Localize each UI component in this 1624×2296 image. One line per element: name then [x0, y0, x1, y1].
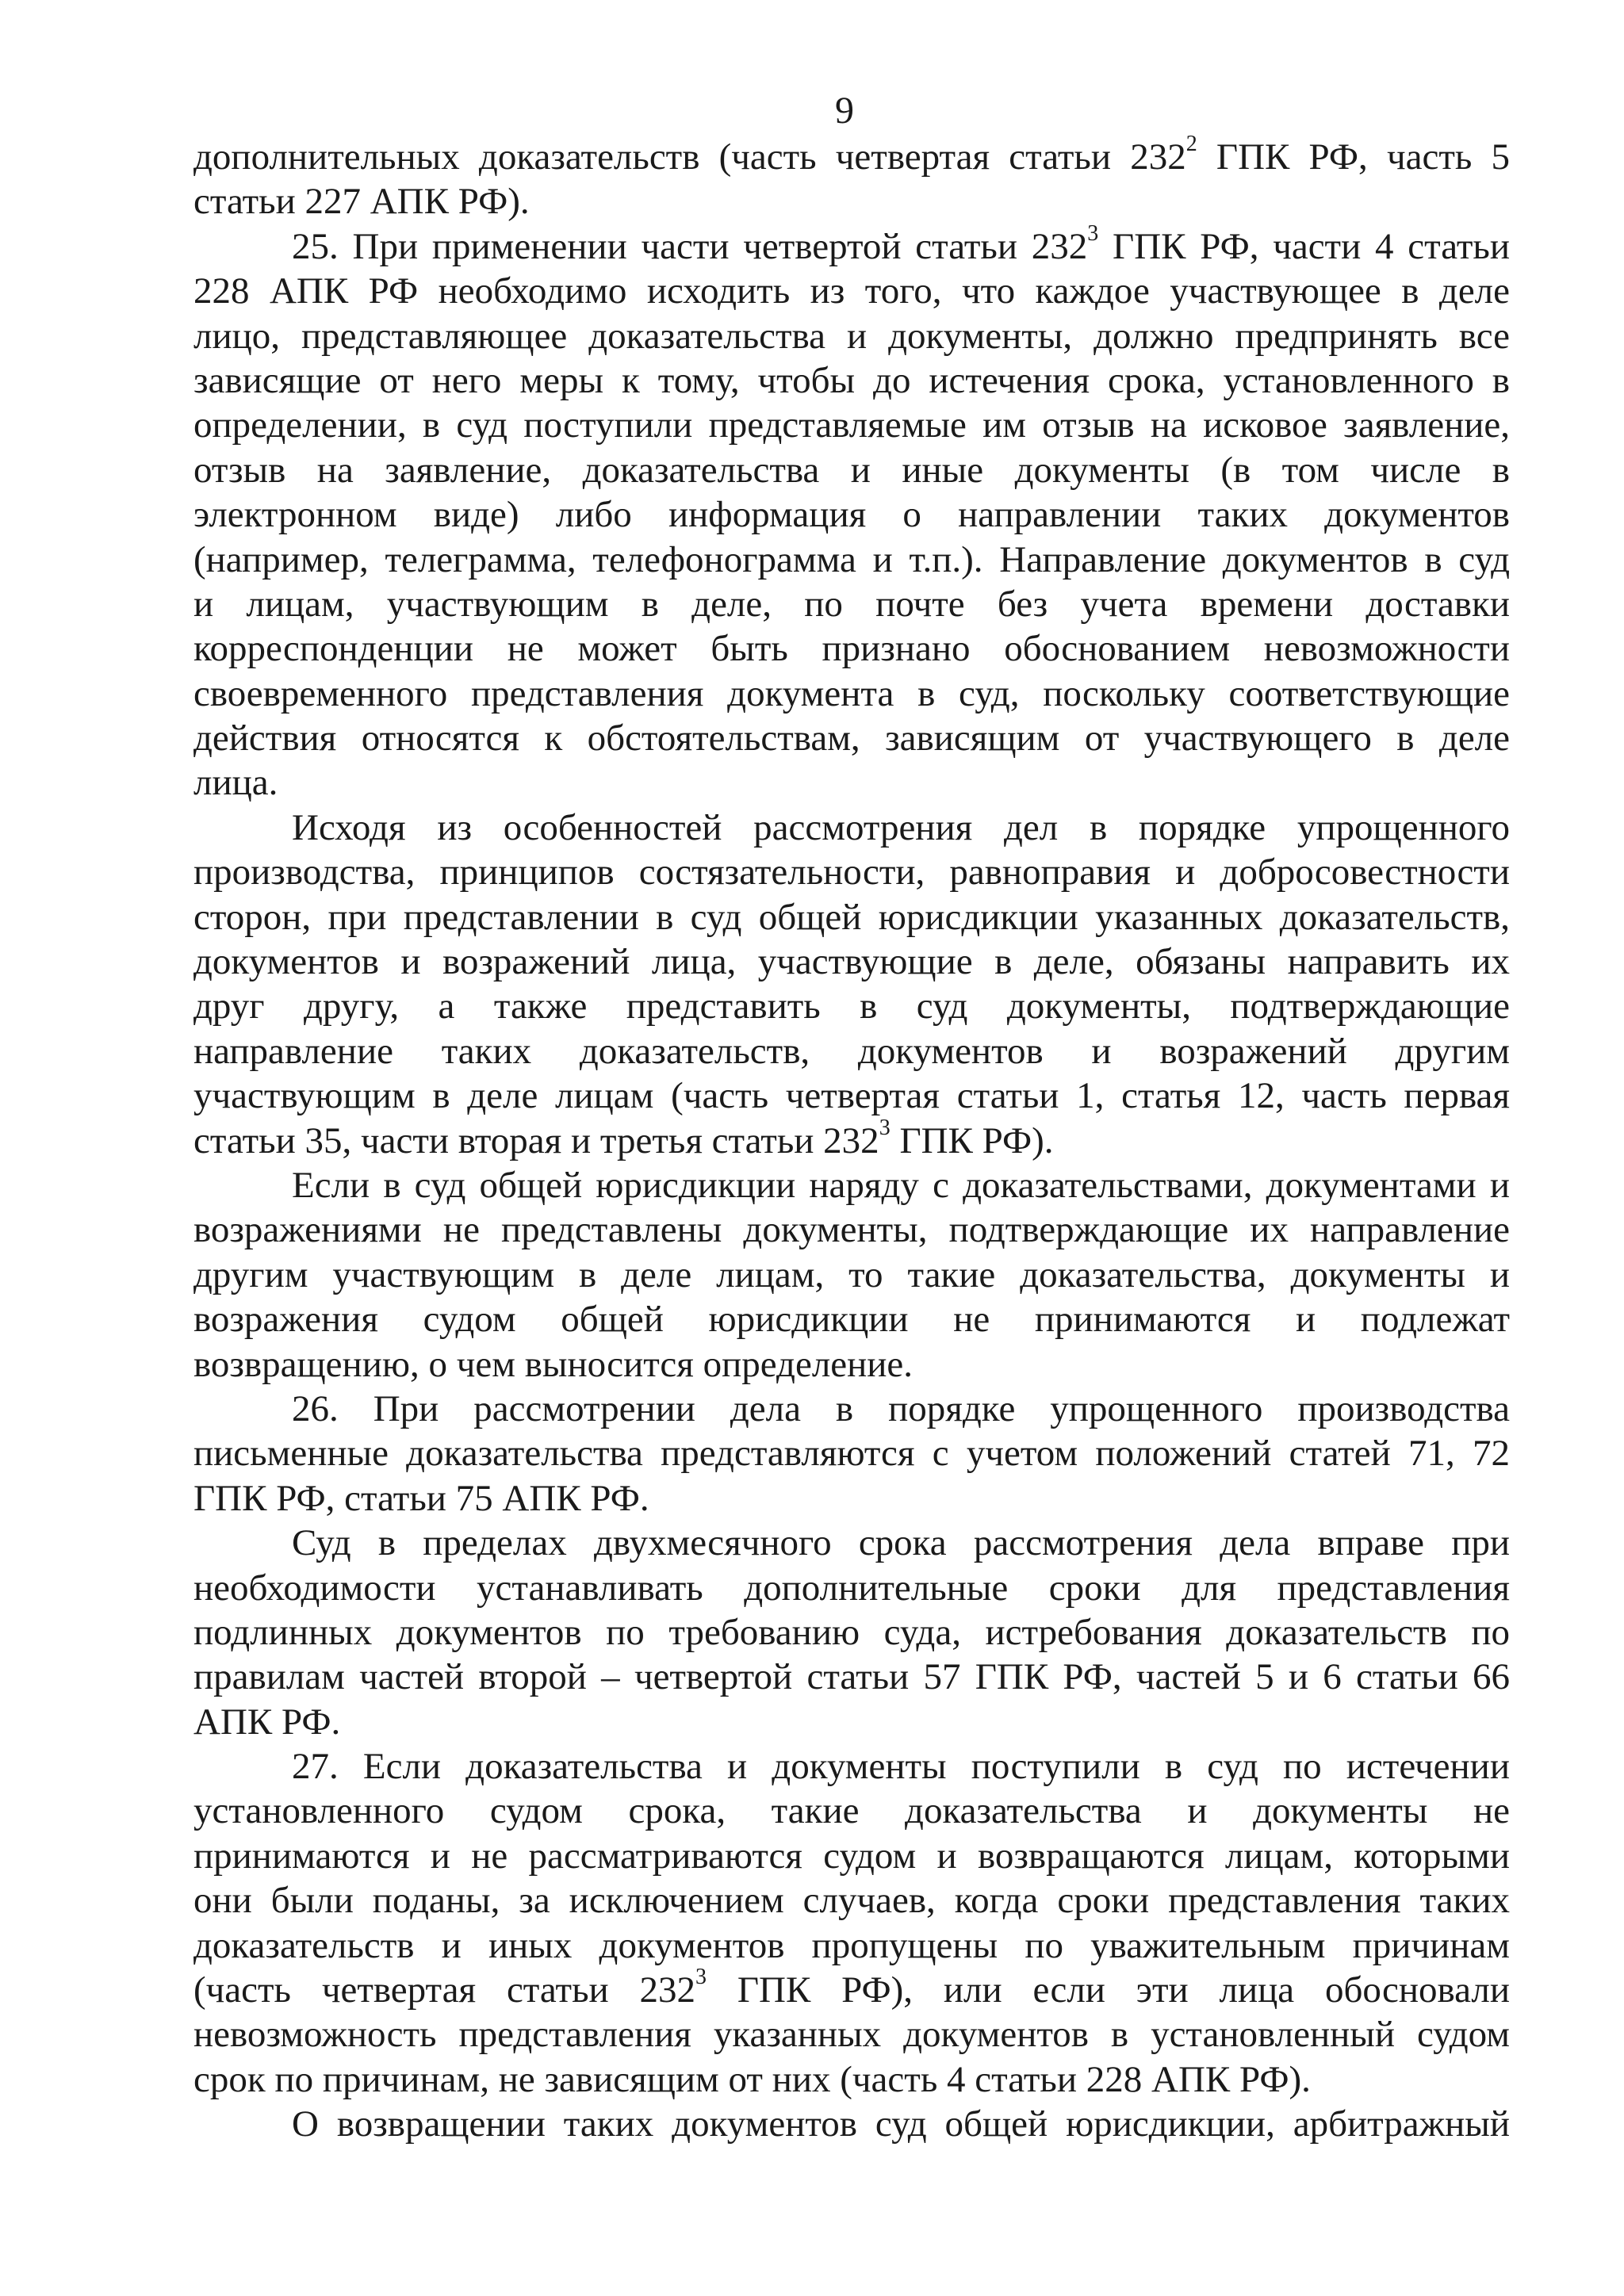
text-line [193, 1207, 1510, 1252]
text-line [193, 538, 1510, 582]
paragraph [193, 806, 1510, 1163]
paragraph [193, 1387, 1510, 1521]
text-segment: лицо, представляющее доказательства и документы, должно предпринять все [193, 315, 1510, 357]
text-line [193, 2012, 1510, 2057]
text-line [193, 626, 1510, 671]
paragraph [193, 1521, 1510, 1744]
text-segment: возражения судом общей юрисдикции не принимаются и подлежат [193, 1299, 1510, 1341]
text-line [193, 358, 1510, 403]
text-line [193, 939, 1510, 984]
text-line [193, 1521, 1510, 1565]
text-line [193, 179, 1510, 224]
text-line [193, 1566, 1510, 1610]
page-number: 9 [835, 90, 854, 132]
text-segment: они были поданы, за исключением случаев, когда сроки представления таких [193, 1880, 1510, 1922]
text-segment: правилам частей второй – четвертой статьи 57 ГПК РФ, частей 5 и 6 статьи 66 [193, 1656, 1510, 1698]
paragraph [193, 2102, 1510, 2146]
superscript: 3 [695, 1968, 707, 1990]
text-segment: другим участвующим в деле лицам, то такие доказательства, документы и [193, 1253, 1510, 1295]
text-segment: 228 АПК РФ необходимо исходить из того, что каждое участвующее в деле [193, 270, 1510, 312]
text-line [193, 582, 1510, 626]
text-line [193, 1923, 1510, 1968]
text-segment: возражениями не представлены документы, подтверждающие их направление [193, 1209, 1510, 1251]
text-segment: Исходя из особенностей рассмотрения дел в порядке упрощенного [292, 806, 1510, 848]
document-body [193, 135, 1510, 2147]
text-segment: ГПК РФ), или если эти лица обосновали [707, 1969, 1510, 2011]
text-segment: направление таких доказательств, документов и возражений другим [193, 1030, 1510, 1072]
text-segment: ГПК РФ, статьи 75 АПК РФ. [193, 1477, 649, 1519]
text-segment: друг другу, а также представить в суд документы, подтверждающие [193, 985, 1510, 1027]
text-segment: действия относятся к обстоятельствам, зависящим от участвующего в деле [193, 718, 1510, 760]
text-line [193, 2102, 1510, 2146]
text-line [193, 1073, 1510, 1118]
text-segment: (например, телеграмма, телефонограмма и т.п.). Направление документов в суд [193, 538, 1510, 580]
superscript: 3 [879, 1118, 891, 1140]
text-segment: зависящие от него меры к тому, чтобы до истечения срока, установленного в [193, 359, 1510, 401]
text-line [193, 1789, 1510, 1833]
text-segment: дополнительных доказательств (часть четвертая статьи 232 [193, 136, 1186, 178]
text-segment: сторон, при представлении в суд общей юрисдикции указанных доказательств, [193, 896, 1510, 938]
text-segment: срок по причинам, не зависящим от них (часть 4 статьи 228 АПК РФ). [193, 2058, 1311, 2100]
paragraph [193, 135, 1510, 224]
text-line [193, 448, 1510, 492]
text-segment: необходимости устанавливать дополнительные сроки для представления [193, 1567, 1510, 1609]
text-segment: лица. [193, 762, 278, 804]
paragraph [193, 1163, 1510, 1387]
text-segment: Суд в пределах двухмесячного срока рассмотрения дела вправе при [292, 1522, 1510, 1564]
text-line [193, 1431, 1510, 1475]
text-segment: отзыв на заявление, доказательства и иные документы (в том числе в [193, 449, 1510, 491]
text-line [193, 269, 1510, 313]
text-line [193, 1342, 1510, 1387]
text-segment: установленного судом срока, такие доказательства и документы не [193, 1790, 1510, 1832]
text-segment: документов и возражений лица, участвующие в деле, обязаны направить их [193, 941, 1510, 983]
text-segment: принимаются и не рассматриваются судом и возвращаются лицам, которыми [193, 1835, 1510, 1877]
text-segment: определении, в суд поступили представляемые им отзыв на исковое заявление, [193, 404, 1510, 446]
text-line [193, 1700, 1510, 1744]
text-segment: 27. Если доказательства и документы поступили в суд по истечении [292, 1746, 1510, 1788]
text-segment: и лицам, участвующим в деле, по почте без учета времени доставки [193, 583, 1510, 625]
text-segment: производства, принципов состязательности, равноправия и добросовестности [193, 851, 1510, 894]
text-segment: Если в суд общей юрисдикции наряду с доказательствами, документами и [292, 1164, 1510, 1206]
text-segment: подлинных документов по требованию суда, истребования доказательств по [193, 1611, 1510, 1653]
text-line [193, 1834, 1510, 1878]
superscript: 3 [1087, 224, 1099, 247]
text-line [193, 984, 1510, 1028]
text-line [193, 716, 1510, 760]
text-line [193, 1029, 1510, 1073]
text-line [193, 850, 1510, 894]
text-segment: О возвращении таких документов суд общей юрисдикции, арбитражный [292, 2103, 1510, 2145]
text-segment: (часть четвертая статьи 232 [193, 1969, 696, 2011]
text-line [193, 1878, 1510, 1923]
paragraph [193, 1744, 1510, 2102]
text-segment: корреспонденции не может быть признано обоснованием невозможности [193, 628, 1510, 670]
superscript: 2 [1185, 135, 1197, 157]
text-line [193, 403, 1510, 447]
text-segment: возвращению, о чем выносится определение. [193, 1343, 914, 1385]
text-segment: статьи 227 АПК РФ). [193, 181, 530, 223]
text-segment: участвующим в деле лицам (часть четвертая статьи 1, статья 12, часть первая [193, 1075, 1510, 1117]
text-line [193, 1163, 1510, 1207]
text-segment: 26. При рассмотрении дела в порядке упрощенного производства [292, 1387, 1510, 1429]
text-line [193, 1655, 1510, 1699]
text-line [193, 1476, 1510, 1521]
text-line [193, 314, 1510, 358]
text-segment: доказательств и иных документов пропущены по уважительным причинам [193, 1924, 1510, 1966]
text-line [193, 806, 1510, 850]
text-line [193, 760, 1510, 805]
text-segment: статьи 35, части вторая и третья статьи 232 [193, 1119, 879, 1161]
text-line [193, 672, 1510, 716]
text-line [193, 1297, 1510, 1341]
text-line [193, 1610, 1510, 1655]
text-segment: электронном виде) либо информация о направлении таких документов [193, 494, 1510, 536]
text-segment: письменные доказательства представляются с учетом положений статей 71, 72 [193, 1433, 1510, 1475]
text-segment: ГПК РФ, часть 5 [1197, 136, 1510, 178]
text-segment: ГПК РФ). [890, 1119, 1054, 1161]
text-line [193, 1253, 1510, 1297]
text-line [193, 1744, 1510, 1789]
text-segment: невозможность представления указанных документов в установленный судом [193, 2014, 1510, 2056]
text-line [193, 2057, 1510, 2102]
text-line [193, 895, 1510, 939]
text-segment: 25. При применении части четвертой статьи 232 [292, 225, 1088, 267]
text-line [193, 1119, 1510, 1163]
text-line [193, 1968, 1510, 2012]
text-segment: АПК РФ. [193, 1701, 341, 1743]
text-line [193, 492, 1510, 537]
text-line [193, 1387, 1510, 1431]
paragraph [193, 224, 1510, 806]
text-segment: ГПК РФ, части 4 статьи [1098, 225, 1510, 267]
text-line [193, 224, 1510, 269]
text-line [193, 135, 1510, 179]
text-segment: своевременного представления документа в суд, поскольку соответствующие [193, 672, 1510, 714]
